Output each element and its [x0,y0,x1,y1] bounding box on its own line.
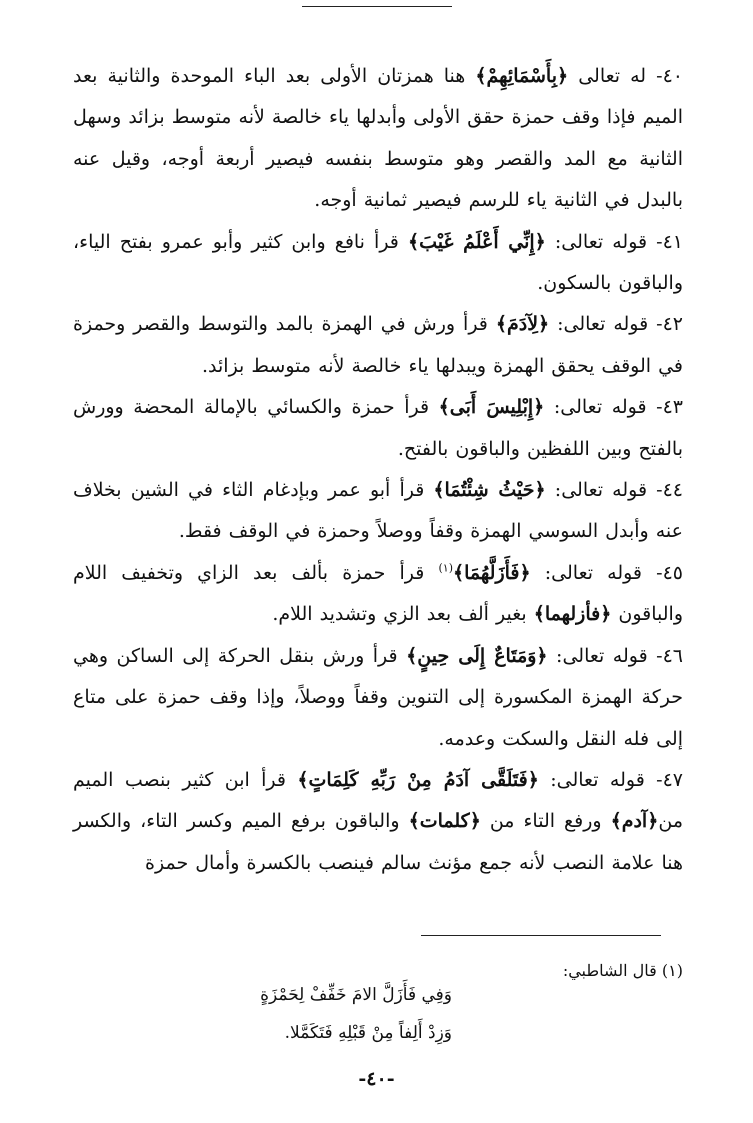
paragraph-lead: ٤٠- له تعالى [568,65,684,87]
paragraph-47 [73,760,683,884]
quran-verse: ﴿فَتَلَقَّى آدَمُ مِنْ رَبِّهِ كَلِمَاتٍ﴾ [297,768,539,791]
quran-verse: ﴿إِنِّي أَعْلَمُ غَيْبَ﴾ [407,230,546,253]
paragraph-text: هنا همزتان الأولى بعد الباء الموحدة والثانية بعد الميم فإذا وقف حمزة حقق الأولى وأبدلها ياء خالصة لأنه متوسط بزائد وسهل الثانية مع المد والقصر وهو متوسط بنفسه فيصير أربعة أوجه، وقيل عنه بالبدل في الثانية ياء للرسم فيصير ثمانية أوجه. [73,65,683,212]
paragraph-text: قرأ ورش بنقل الحركة إلى الساكن وهي حركة الهمزة المكسورة إلى التنوين وقفاً ووصلاً، وإذا وقف حمزة على متاع إلى فله النقل والسكت وعدمه. [73,644,683,750]
paragraph-text: بغير ألف بعد الزي وتشديد اللام. [272,603,534,626]
paragraph-lead: ٤١- قوله تعالى: [545,230,684,253]
footnote-label: (١) قال الشاطبي: [562,961,683,980]
quran-verse: ﴿إِبْلِيسَ أَبَى﴾ [438,396,545,419]
page-number: -٤٠- [358,1068,395,1090]
paragraph-46 [73,636,683,760]
quran-word: ﴿كلمات﴾ [408,810,481,833]
quran-verse: ﴿حَيْثُ شِئْتُمَا﴾ [433,479,546,502]
page-body [73,56,683,884]
footnote-reference[interactable]: (١) [438,561,453,575]
paragraph-lead: ٤٤- قوله تعالى: [545,479,684,502]
paragraph-42 [73,304,683,387]
header-rule [302,6,452,7]
paragraph-text: قرأ حمزة بألف بعد الزاي وتخفيف اللام والباقون [73,561,683,626]
quran-verse: ﴿لِآدَمَ﴾ [495,313,550,336]
quran-verse: ﴿بِأَسْمَائِهِمْ﴾ [475,65,569,87]
quran-word: ﴿فأزلهما﴾ [533,603,612,626]
paragraph-text: قرأ ورش في الهمزة بالمد والتوسط والقصر وحمزة في الوقف يحقق الهمزة ويبدلها ياء خالصة لأنه متوسط بزائد. [73,313,683,377]
paragraph-text: قرأ نافع وابن كثير وأبو عمرو بفتح الياء، والباقون بالسكون. [73,230,683,295]
paragraph-lead: ٤٦- قوله تعالى: [547,644,683,667]
paragraph-text: قرأ أبو عمر وبإدغام الثاء في الشين بخلاف عنه وأبدل السوسي الهمزة وقفاً ووصلاً وحمزة في الوقف فقط. [73,479,683,543]
paragraph-text: ورفع التاء من [480,810,611,833]
paragraph-40 [73,56,683,222]
paragraph-text: قرأ ابن كثير بنصب الميم من [73,768,683,833]
quran-word: ﴿آدم﴾ [610,810,659,833]
quran-verse: ﴿وَمَتَاعٌ إِلَى حِينٍ﴾ [406,644,548,667]
paragraph-lead: ٤٢- قوله تعالى: [549,313,683,336]
paragraph-44 [73,470,683,553]
quran-verse: ﴿فَأَزَلَّهُمَا﴾ [452,561,531,584]
paragraph-lead: ٤٥- قوله تعالى: [530,561,683,584]
paragraph-text: قرأ حمزة والكسائي بالإمالة المحضة وورش بالفتح وبين اللفظين والباقون بالفتح. [73,396,683,460]
paragraph-43 [73,387,683,470]
paragraph-41 [73,222,683,305]
paragraph-lead: ٤٣- قوله تعالى: [544,396,683,419]
footnote-rule [421,935,661,936]
paragraph-text: والباقون برفع الميم وكسر التاء، والكسر هنا علامة النصب لأنه جمع مؤنث سالم فينصب بالكسرة وأمال حمزة [73,810,683,874]
footnote-verse-line-1: وَفِي فَأَزَلَّ الامَ خَفِّفْ لِحَمْزَةٍ [260,985,452,1005]
footnote-verse-line-2: وَزِدْ أَلِفاً مِنْ قَبْلِهِ فَتَكَمَّلا. [284,1023,452,1043]
paragraph-45 [73,553,683,636]
paragraph-lead: ٤٧- قوله تعالى: [538,768,684,791]
